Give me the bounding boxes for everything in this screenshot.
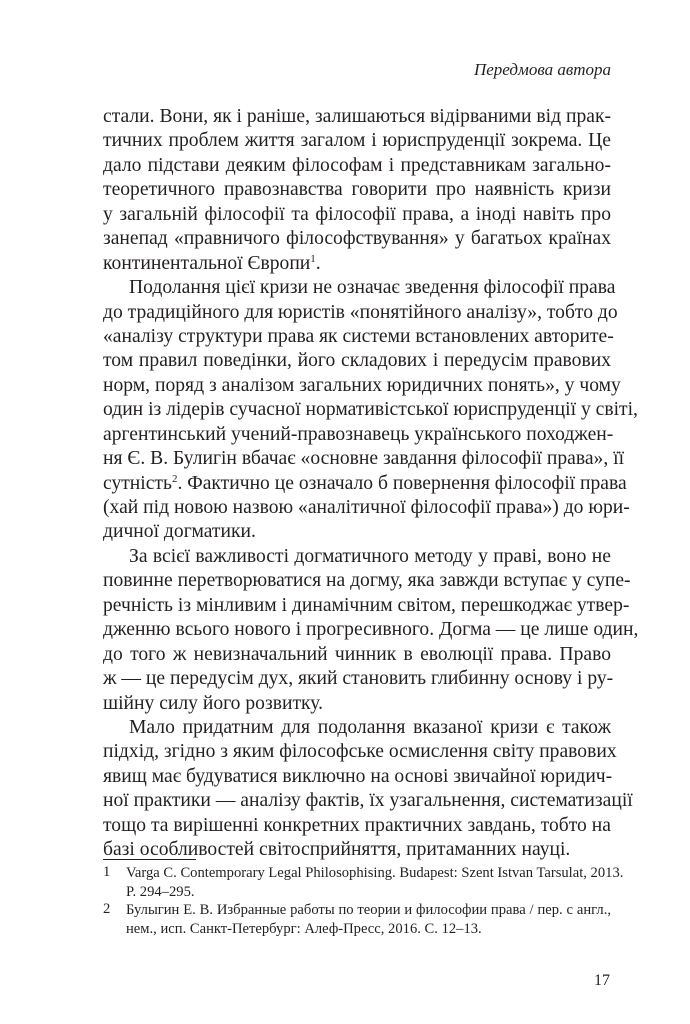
line-text: . Фактично це означало б повернення філософії права bbox=[177, 472, 627, 494]
text-line bbox=[103, 203, 611, 227]
footnote-text bbox=[126, 901, 611, 938]
text-line bbox=[103, 667, 614, 691]
footnote-line: Булыгин Е. В. Избранные работы по теории и философии права / пер. с англ., bbox=[126, 902, 611, 918]
line-text: дженню всього нового і прогресивного. Догма — це лише один, bbox=[103, 619, 639, 641]
text-line bbox=[103, 594, 630, 618]
text-line bbox=[103, 472, 627, 496]
text-line bbox=[103, 692, 611, 716]
text-line bbox=[103, 276, 616, 300]
line-text: підхід, згідно з яким філософське осмислення світу правових bbox=[103, 741, 617, 763]
line-text: ня Є. В. Булигін вбачає «основне завдання філософії права», її bbox=[103, 448, 625, 470]
text-line bbox=[103, 252, 611, 276]
text-line bbox=[103, 105, 611, 129]
line-text: континентальної Європи bbox=[103, 252, 311, 274]
line-text: занепад «правничого філософствування» у багатьох країнах bbox=[103, 228, 611, 250]
line-text: теоретичного правознавства говорити про наявність кризи bbox=[103, 179, 611, 201]
line-text: (хай під новою назвою «аналітичної філософії права») до юри- bbox=[103, 497, 630, 518]
line-text: речність із мінливим і динамічним світом, перешкоджає утвер- bbox=[103, 594, 630, 616]
text-line bbox=[103, 740, 617, 764]
text-line bbox=[103, 618, 639, 642]
line-text: Подолання цієї кризи не означає зведення філософії права bbox=[129, 277, 616, 299]
text-line bbox=[103, 423, 614, 447]
line-text: у загальній філософії та філософії права, а іноді навіть про bbox=[103, 203, 611, 225]
text-line bbox=[103, 789, 633, 813]
line-text: тичних проблем життя загалом і юриспруденції зокрема. Це bbox=[103, 130, 611, 152]
text-line bbox=[103, 447, 625, 471]
footnotes bbox=[103, 864, 624, 938]
line-text: аргентинський учений-правознавець українського походжен- bbox=[103, 423, 614, 445]
line-text: ної практики — аналізу фактів, їх узагальнення, систематизації bbox=[103, 790, 633, 812]
line-text: За всієї важливості догматичного методу у праві, воно не bbox=[129, 545, 611, 567]
body-text bbox=[103, 105, 639, 863]
text-line bbox=[103, 398, 638, 422]
text-line bbox=[103, 496, 630, 520]
text-line bbox=[103, 154, 611, 178]
line-text: один із лідерів сучасної нормативістської юриспруденції у світі, bbox=[103, 399, 638, 421]
line-text: Мало придатним для подолання вказаної кризи є також bbox=[129, 716, 611, 738]
line-text: ж — це передусім дух, який становить глибинну основу і ру- bbox=[103, 668, 614, 690]
line-text: тощо та вирішенні конкретних практичних завдань, тобто на bbox=[103, 814, 611, 836]
text-line bbox=[103, 374, 621, 398]
text-line bbox=[103, 520, 611, 544]
footnote bbox=[103, 901, 611, 938]
text-line bbox=[103, 716, 611, 740]
line-text: дало підстави деяким філософам і представникам загально- bbox=[103, 154, 611, 176]
footnote-number: 2 bbox=[103, 901, 111, 917]
footnote-text bbox=[126, 864, 623, 901]
text-line bbox=[103, 349, 611, 373]
text-line bbox=[103, 227, 611, 251]
text-line bbox=[103, 569, 631, 593]
footnote-line: нем., исп. Санкт-Петербург: Алеф-Пресс, 2016. С. 12–13. bbox=[126, 920, 482, 937]
page-number: 17 bbox=[594, 972, 610, 989]
line-text: норм, поряд з аналізом загальних юридичних понять», у чому bbox=[103, 374, 621, 396]
line-text: стали. Вони, як і раніше, залишаються відірваними від прак- bbox=[103, 106, 611, 127]
paragraph bbox=[103, 545, 639, 716]
text-line bbox=[103, 325, 614, 349]
paragraph bbox=[103, 716, 633, 863]
line-text: . bbox=[315, 252, 321, 274]
footnote-number: 1 bbox=[103, 864, 111, 880]
text-line bbox=[103, 814, 611, 838]
footnote-ref: 2 bbox=[171, 472, 178, 485]
footnote-ref: 1 bbox=[310, 252, 316, 265]
paragraph bbox=[103, 105, 611, 276]
text-line bbox=[103, 765, 611, 789]
footnote bbox=[103, 864, 624, 901]
text-line bbox=[103, 643, 611, 667]
footnote-divider bbox=[103, 859, 196, 860]
line-text: шійну силу його розвитку. bbox=[103, 692, 323, 714]
text-line bbox=[103, 178, 611, 202]
line-text: сутність bbox=[103, 472, 172, 494]
text-line bbox=[103, 129, 611, 153]
line-text: до того ж невизначальний чинник в еволюції права. Право bbox=[103, 643, 611, 665]
line-text: повинне перетворюватися на догму, яка завжди вступає у супе- bbox=[103, 570, 631, 592]
line-text: явищ має будуватися виключно на основі звичайної юридич- bbox=[103, 765, 613, 787]
running-head: Передмова автора bbox=[473, 60, 611, 79]
paragraph bbox=[103, 276, 638, 545]
line-text: базі особливостей світосприйняття, притаманних науці. bbox=[103, 839, 571, 861]
footnote-line: P. 294–295. bbox=[126, 883, 195, 900]
line-text: дичної догматики. bbox=[103, 521, 256, 543]
line-text: том правил поведінки, його складових і передусім правових bbox=[103, 350, 611, 372]
line-text: до традиційного для юристів «понятійного аналізу», тобто до bbox=[103, 301, 618, 323]
footnote-line: Varga C. Contemporary Legal Philosophising. Budapest: Szent Istvan Tarsulat, 2013. bbox=[126, 865, 624, 881]
text-line bbox=[103, 545, 611, 569]
line-text: «аналізу структури права як системи встановлених авторите- bbox=[103, 325, 614, 347]
text-line bbox=[103, 301, 618, 325]
